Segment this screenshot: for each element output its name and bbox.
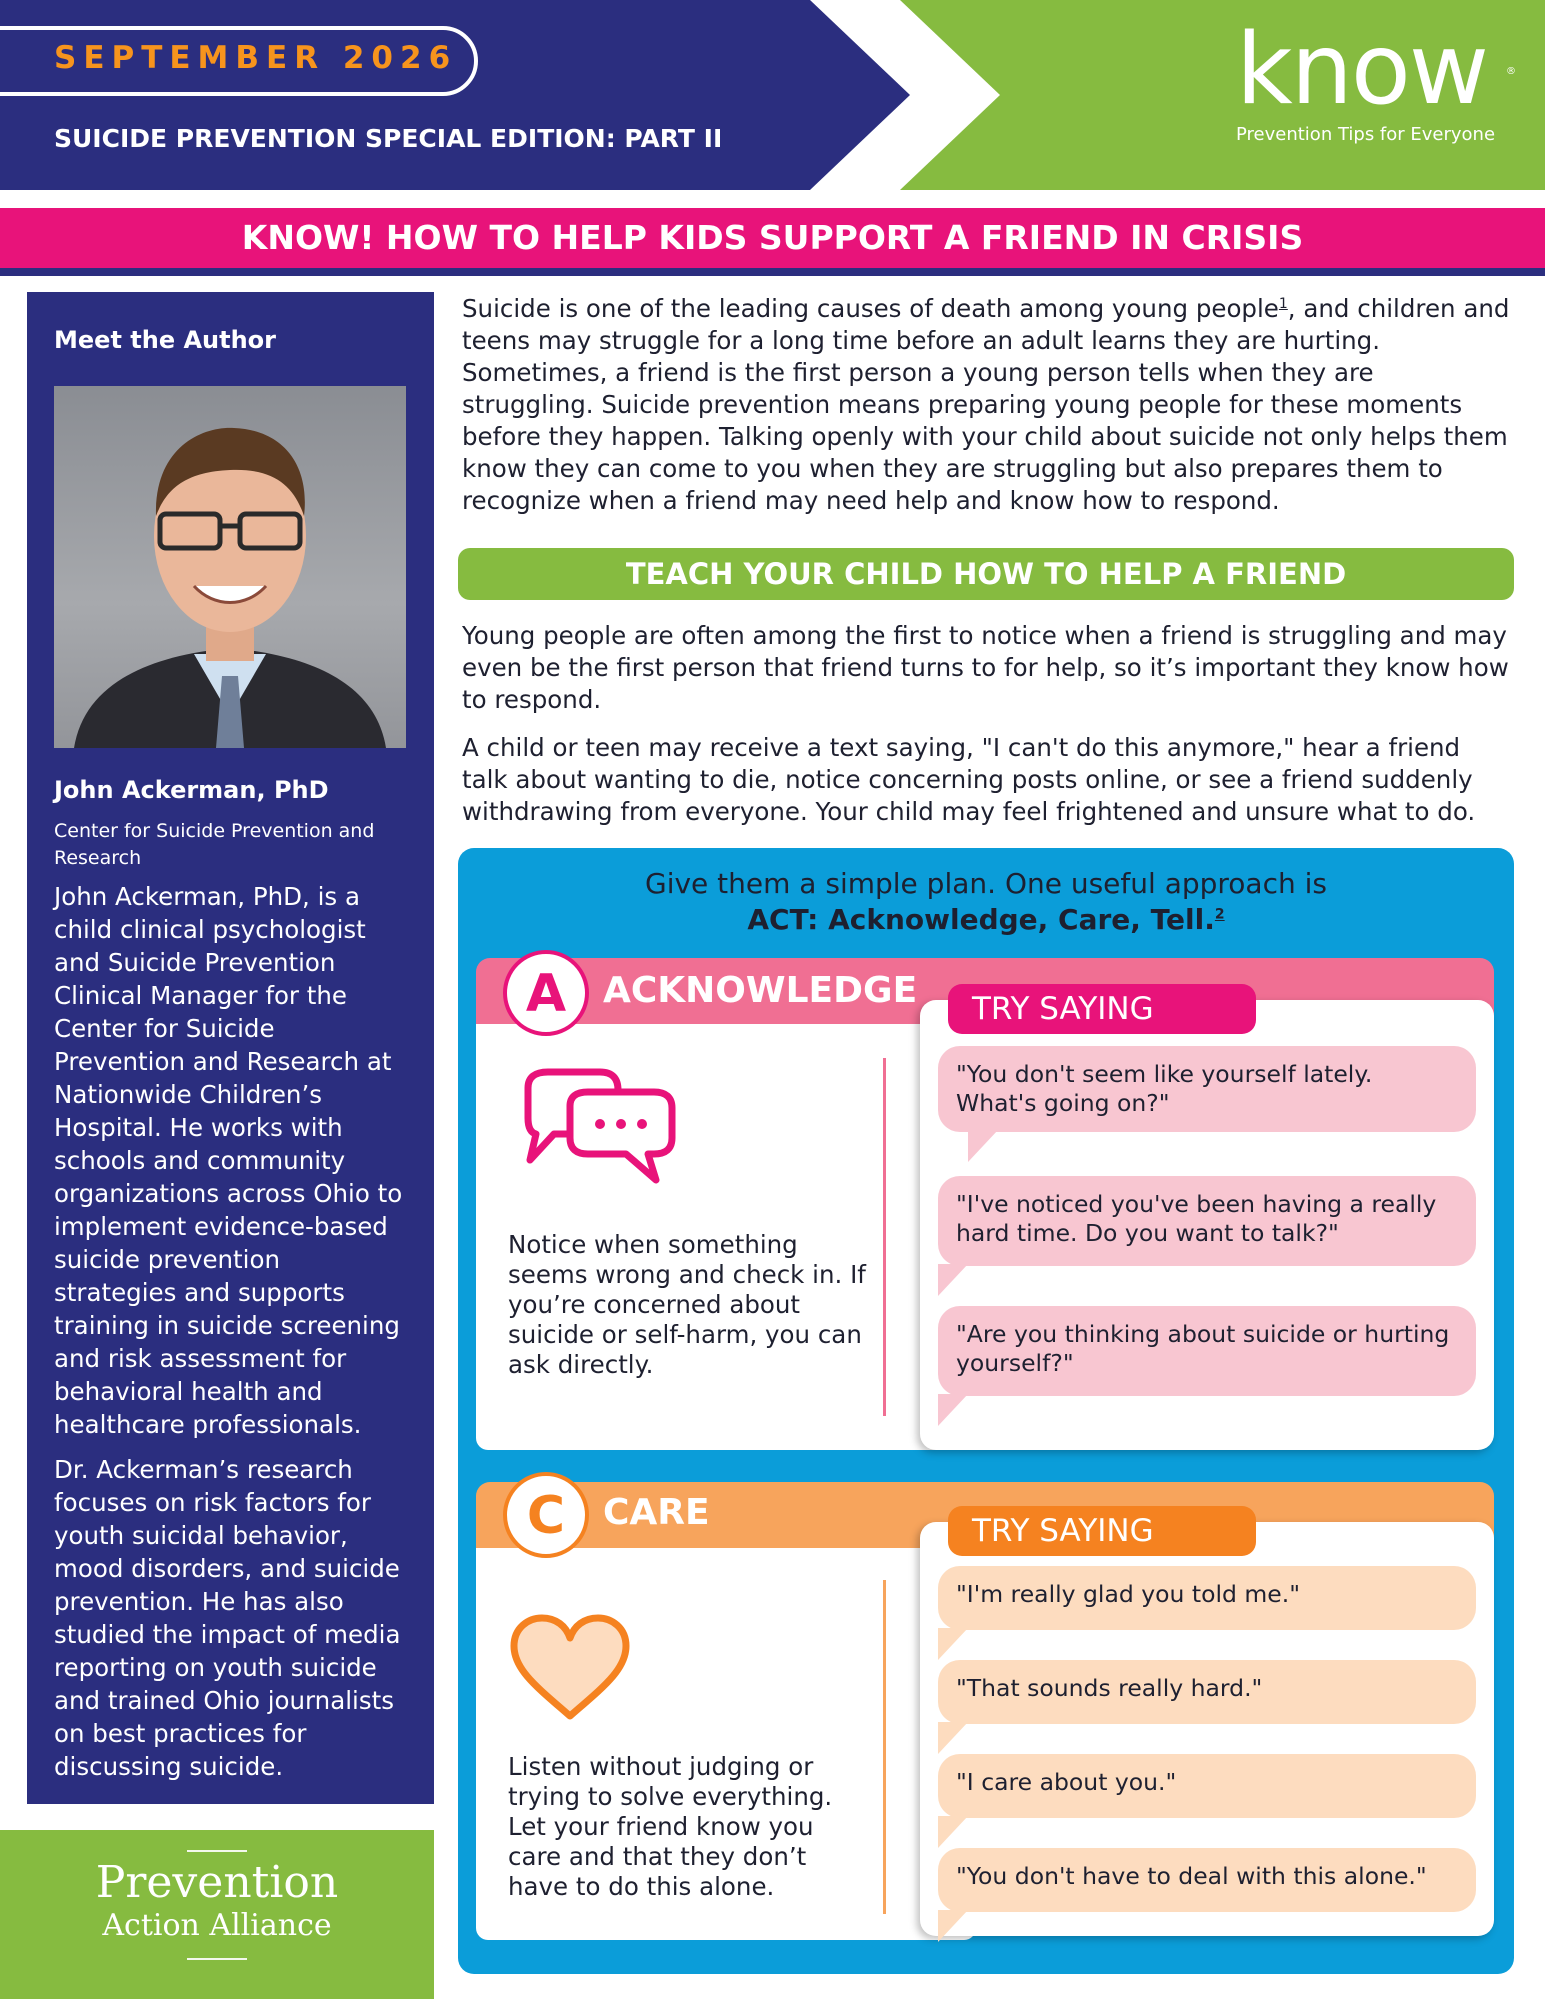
author-affiliation: Center for Suicide Prevention and Research xyxy=(54,820,375,869)
alliance-bottom-rule xyxy=(187,1958,247,1960)
title-underline xyxy=(0,268,1545,276)
care-letter-badge: C xyxy=(503,1472,589,1558)
logo-tagline: Prevention Tips for Everyone xyxy=(1236,124,1496,145)
act-intro xyxy=(458,866,1514,938)
acknowledge-quote-3: "Are you thinking about suicide or hurting yourself?" xyxy=(938,1306,1476,1396)
logo-registered-mark: ® xyxy=(1506,66,1516,77)
alliance-name-line2: Action Alliance xyxy=(102,1908,332,1943)
alliance-name-line1: Prevention xyxy=(95,1857,339,1908)
acknowledge-title: ACKNOWLEDGE xyxy=(603,970,918,1011)
page-title: KNOW! HOW TO HELP KIDS SUPPORT A FRIEND IN CRISIS xyxy=(241,218,1304,257)
acknowledge-quote-2: "I've noticed you've been having a really hard time. Do you want to talk?" xyxy=(938,1176,1476,1266)
quote-tail xyxy=(938,1396,968,1426)
footnote-ref-2[interactable]: 2 xyxy=(1214,906,1225,923)
care-description: Listen without judging or trying to solve everything. Let your friend know you care and that they don’t have to do this alone. xyxy=(508,1752,833,1901)
author-photo xyxy=(54,386,406,748)
sidebar-heading: Meet the Author xyxy=(54,326,276,354)
know-logo xyxy=(1236,13,1516,145)
intro-text-part2: , and children and teens may struggle for a long time before an adult learns they are hurting. Sometimes, a friend is the first person a young person tells when they are struggling. Suicide prevention means preparing young people for these moments before they happen. Talking openly with your child about suicide not only helps them know they can come to you when they are struggling but also prepares them to recognize when a friend may need help and know how to respond. xyxy=(462,294,1510,515)
heart-icon xyxy=(508,1612,632,1728)
quote-tail xyxy=(938,1912,968,1942)
acknowledge-divider xyxy=(883,1058,886,1416)
intro-paragraph xyxy=(462,293,1512,517)
quote-tail xyxy=(938,1818,968,1848)
logo-wordmark: know xyxy=(1236,13,1487,127)
body-paragraph-1 xyxy=(462,620,1512,716)
author-bio-paragraph-2: Dr. Ackerman’s research focuses on risk factors for youth suicidal behavior, mood disorders, and suicide prevention. He has also studied the impact of media reporting on youth suicide and trained Ohio journalists on best practices for discussing suicide. xyxy=(54,1455,401,1781)
acknowledge-quote-1: "You don't seem like yourself lately. What's going on?" xyxy=(938,1046,1476,1132)
care-quote-1: "I'm really glad you told me." xyxy=(938,1566,1476,1630)
care-title: CARE xyxy=(603,1492,710,1533)
acknowledge-try-saying-label: TRY SAYING xyxy=(948,984,1256,1034)
quote-tail xyxy=(938,1132,968,1162)
issue-date: SEPTEMBER 2026 xyxy=(54,40,458,76)
footnote-ref-1[interactable]: 1 xyxy=(1278,295,1288,312)
edition-subtitle: SUICIDE PREVENTION SPECIAL EDITION: PART II xyxy=(54,124,723,153)
speech-bubbles-icon xyxy=(508,1068,680,1192)
quote-tail xyxy=(938,1724,968,1754)
care-divider xyxy=(883,1580,886,1914)
alliance-top-rule xyxy=(187,1850,247,1852)
author-sidebar xyxy=(27,292,434,1804)
author-name: John Ackerman, PhD xyxy=(54,776,329,804)
body-paragraph-1-text: Young people are often among the first to notice when a friend is struggling and may even be the first person that friend turns to for help, so it’s important they know how to respond. xyxy=(462,621,1509,714)
intro-text-part1: Suicide is one of the leading causes of death among young people xyxy=(462,294,1279,323)
quote-tail xyxy=(938,1630,968,1660)
acknowledge-description: Notice when something seems wrong and check in. If you’re concerned about suicide or self-harm, you can ask directly. xyxy=(508,1230,866,1379)
care-quote-4: "You don't have to deal with this alone." xyxy=(938,1848,1476,1912)
body-paragraph-2 xyxy=(462,732,1512,828)
care-try-saying-label: TRY SAYING xyxy=(948,1506,1256,1556)
act-intro-line: Give them a simple plan. One useful approach is xyxy=(645,867,1327,900)
section-heading: TEACH YOUR CHILD HOW TO HELP A FRIEND xyxy=(458,548,1514,600)
care-quote-2: "That sounds really hard." xyxy=(938,1660,1476,1724)
author-bio xyxy=(54,880,408,1783)
author-bio-paragraph-1: John Ackerman, PhD, is a child clinical psychologist and Suicide Prevention Clinical Manager for the Center for Suicide Prevention and Research at Nationwide Children’s Hospital. He works with schools and community organizations across Ohio to implement evidence-based suicide prevention strategies and supports training in suicide screening and risk assessment for behavioral health and healthcare professionals. xyxy=(54,882,403,1439)
prevention-action-alliance-logo xyxy=(0,1830,434,1999)
care-quote-3: "I care about you." xyxy=(938,1754,1476,1818)
author-portrait-illustration xyxy=(54,386,406,748)
acknowledge-letter-badge: A xyxy=(503,950,589,1036)
body-paragraph-2-text: A child or teen may receive a text saying, "I can't do this anymore," hear a friend talk about wanting to die, notice concerning posts online, or see a friend suddenly withdrawing from everyone. Your child may feel frightened and unsure what to do. xyxy=(462,733,1476,826)
act-acronym: ACT: Acknowledge, Care, Tell. xyxy=(747,903,1215,936)
quote-tail xyxy=(938,1266,968,1296)
